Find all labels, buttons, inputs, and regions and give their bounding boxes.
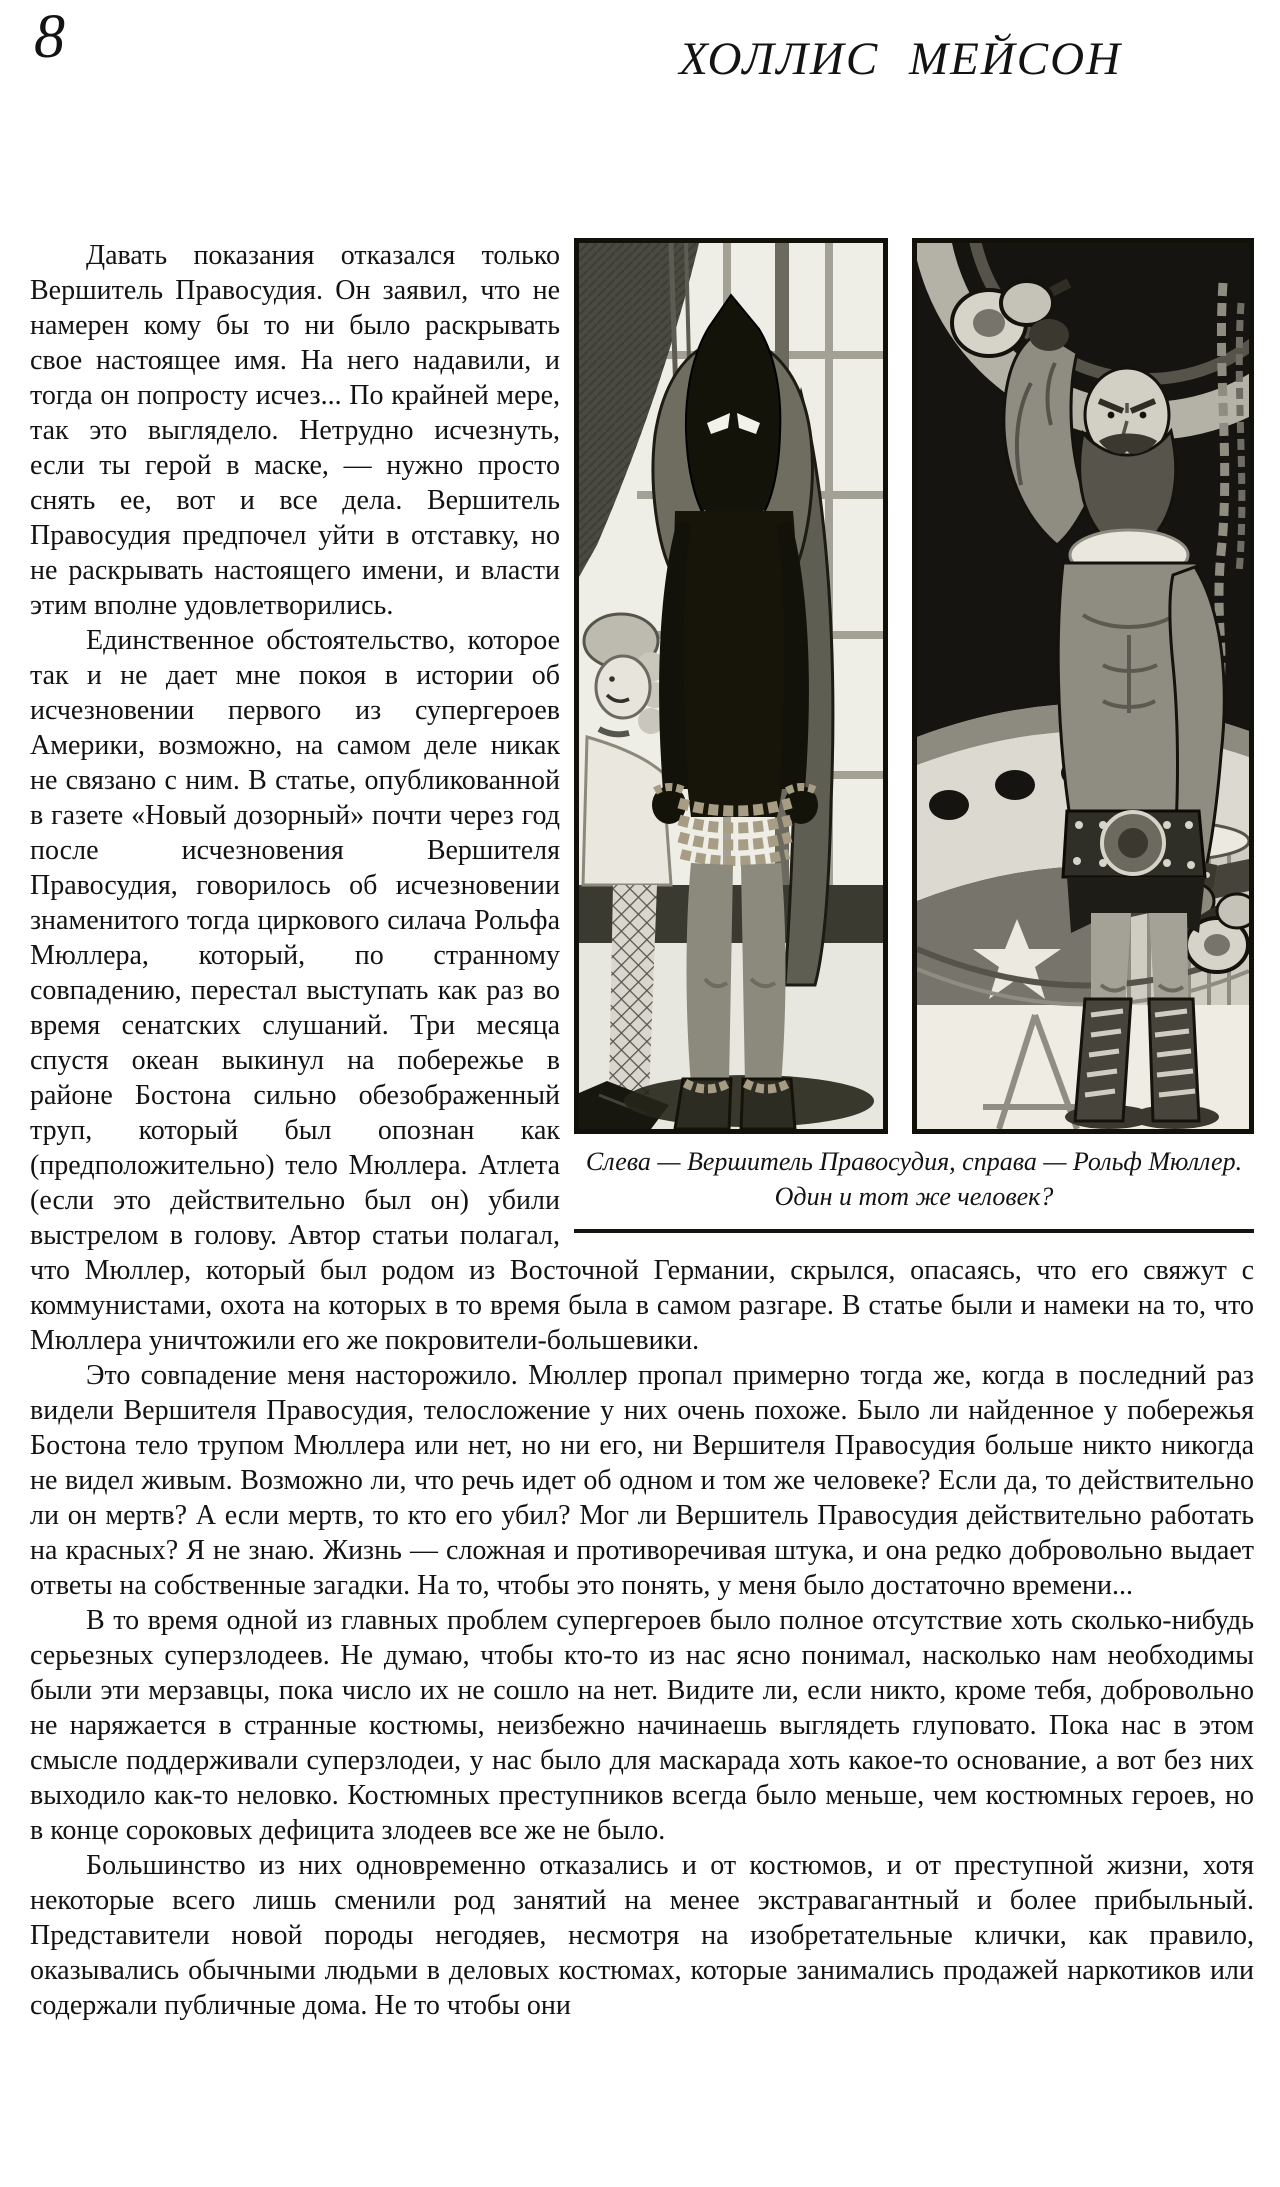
caption-divider [574,1229,1254,1233]
illustration-panels [574,238,1254,1134]
caption-line-1: Слева — Вершитель Правосудия, справа — Рольф Мюллер. [585,1147,1243,1176]
body-paragraph: Большинство из них одновременно отказались и от костюмов, и от преступной жизни, хотя некоторые всего лишь сменили род занятий на менее экстравагантный и более прибыльный. Представители новой породы негодяев, несмотря на изобретательные клички, как правило, оказывались обычными людьми в деловых костюмах, которые занимались продажей наркотиков или содержали публичные дома. Не то чтобы они [30,1850,1254,2021]
body-paragraph: Единственное обстоятельство, которое так и не дает мне покоя в истории об исчезновении первого из супергероев Америки, возможно, на самом деле никак не связано с ним. В статье, опубликованной в газете «Новый дозорный» почти через год после исчезновения Вершителя Правосудия, говорилось об исчезновении знаменитого тогда циркового силача Рольфа Мюллера, который, по странному совпадению, перестал выступать как раз во время сенатских слушаний. Три месяца спустя океан выкинул на побережье в районе Бостона сильно обезображенный труп, который был опознан как (предположительно) тело Мюллера. Атлета (если это действительно был он) убили выстрелом в голову. Автор статьи полагал, что Мюллер, который был родом из Восточной Германии, скрылся, опасаясь, что его свяжут с коммунистами, охота на которых в то время была в самом разгаре. В статье были и намеки на то, что Мюллера уничтожили его же покровители-большевики. [30,625,1254,1356]
body-paragraph: Давать показания отказался только Вершитель Правосудия. Он заявил, что не намерен кому бы то ни было раскрывать свое настоящее имя. На него надавили, и тогда он попросту исчез... По крайней мере, так это выглядело. Нетрудно исчезнуть, если ты герой в маске, — нужно просто снять ее, вот и все дела. Вершитель Правосудия предпочел уйти в отставку, но не раскрывать настоящего имени, и власти этим вполне удовлетворились. [30,240,560,621]
rolf-muller-illustration [912,238,1254,1134]
body-paragraph: Это совпадение меня насторожило. Мюллер пропал примерно тогда же, когда в последний раз видели Вершителя Правосудия, телосложение у них очень похоже. Было ли найденное у побережья Бостона тело трупом Мюллера или нет, но ни его, ни Вершителя Правосудия больше никто никогда не видел живым. Возможно ли, что речь идет об одном и том же человеке? Если да, то действительно ли он мертв? А если мертв, то кто его убил? Мог ли Вершитель Правосудия действительно работать на красных? Я не знаю. Жизнь — сложная и противоречивая штука, и она редко добровольно выдает ответы на собственные загадки. На то, чтобы это понять, у меня было достаточно времени... [30,1360,1254,1601]
rolf-muller-drawing [917,243,1249,1129]
page-body [30,238,1254,2023]
champion-belt [1063,811,1205,877]
page-number: 8 [34,3,65,71]
caption-line-2: Один и тот же человек? [774,1182,1054,1211]
hooded-justice-illustration [574,238,888,1134]
running-title: ХОЛЛИС МЕЙСОН [679,33,1122,85]
figure-block [574,238,1254,1233]
strongman-head [1080,368,1176,549]
illustration-caption [574,1144,1254,1214]
hooded-justice-drawing [579,243,883,1129]
body-paragraph: В то время одной из главных проблем супергероев было полное отсутствие хоть сколько-нибудь серьезных суперзлодеев. Не думаю, чтобы кто-то из нас ясно понимал, насколько нам необходимы были эти мерзавцы, пока число их не сошло на нет. Видите ли, если никто, кроме тебя, добровольно не наряжается в странные костюмы, неизбежно начинаешь выглядеть глуповато. Пока нас в этом смысле поддерживали суперзлодеи, у нас было для маскарада хоть какое-то основание, а вот без них выходило как-то неловко. Костюмных преступников всегда было меньше, чем костюмных героев, но в конце сороковых дефицита злодеев все же не было. [30,1605,1254,1846]
